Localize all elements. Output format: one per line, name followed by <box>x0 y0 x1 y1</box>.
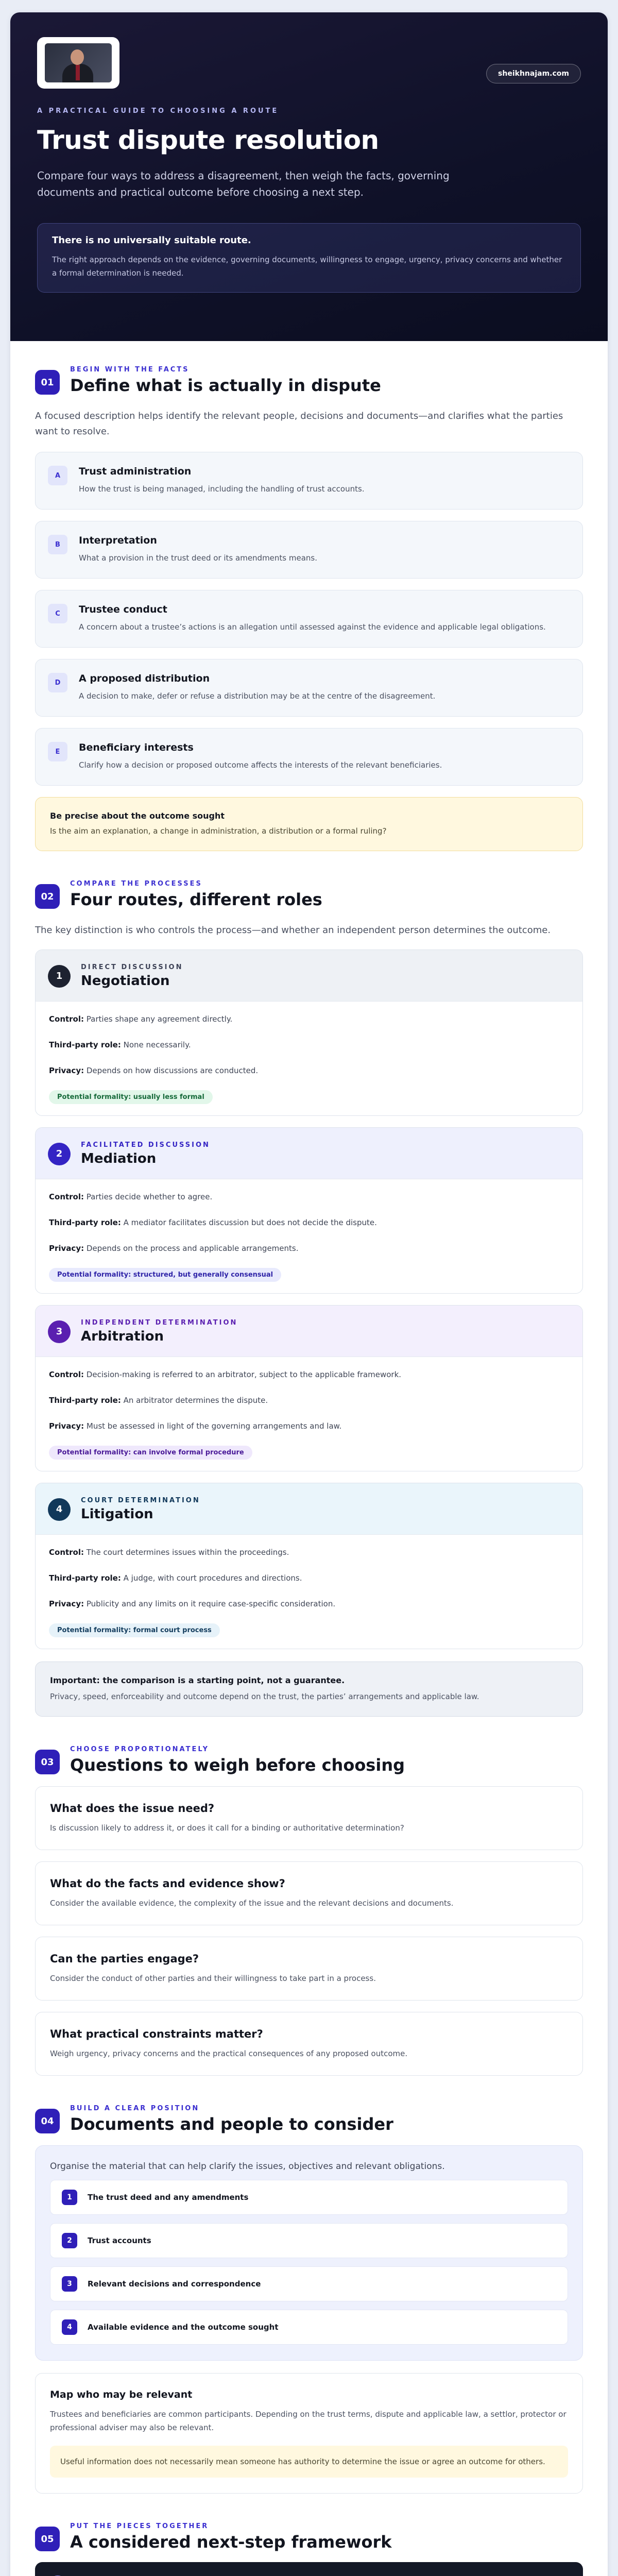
document-label: The trust deed and any amendments <box>88 2193 249 2202</box>
item-desc: A concern about a trustee’s actions is an allegation until assessed against the evidence and applicable legal obligations. <box>79 622 546 632</box>
document-item <box>50 2266 568 2301</box>
author-logo <box>37 37 119 89</box>
hero-callout-body: The right approach depends on the evidence, governing documents, willingness to engage, urgency, privacy concerns and whether a formal determination is needed. <box>52 255 562 278</box>
route-third-party: Third-party role: A mediator facilitates discussion but does not decide the dispute. <box>49 1218 377 1227</box>
dispute-type-item <box>35 452 583 510</box>
section-title: Questions to weigh before choosing <box>70 1755 405 1775</box>
dispute-type-item <box>35 659 583 717</box>
document-item <box>50 2223 568 2258</box>
section-routes <box>10 855 608 1721</box>
question-desc: Consider the conduct of other parties and their willingness to take part in a process. <box>50 1974 376 1983</box>
route-control: Control: Decision-making is referred to an arbitrator, subject to the applicable framework. <box>49 1370 402 1379</box>
item-title: Trust administration <box>79 466 192 477</box>
map-desc: Trustees and beneficiaries are common participants. Depending on the trust terms, dispute and applicable law, a settlor, protector or professional adviser may also be relevant. <box>50 2410 566 2432</box>
section-eyebrow: BUILD A CLEAR POSITION <box>70 2105 200 2112</box>
question-title: What does the issue need? <box>50 1802 215 1815</box>
note-title: Important: the comparison is a starting point, not a guarantee. <box>50 1675 345 1685</box>
map-note: Useful information does not necessarily mean someone has authority to determine the issue or agree an outcome for others. <box>50 2446 568 2478</box>
dispute-type-item <box>35 590 583 648</box>
route-number-badge: 3 <box>48 1320 71 1343</box>
route-header <box>36 1128 582 1179</box>
section-number: 02 <box>35 884 60 909</box>
item-letter-badge: B <box>48 535 67 554</box>
route-privacy: Privacy: Must be assessed in light of the governing arrangements and law. <box>49 1421 342 1431</box>
section-title: Four routes, different roles <box>70 890 322 909</box>
question-title: What do the facts and evidence show? <box>50 1877 285 1890</box>
route-number-badge: 2 <box>48 1143 71 1165</box>
route-privacy: Privacy: Depends on the process and applicable arrangements. <box>49 1244 299 1253</box>
item-desc: Clarify how a decision or proposed outcome affects the interests of the relevant beneficiaries. <box>79 760 442 770</box>
map-title: Map who may be relevant <box>50 2389 193 2400</box>
route-card-mediation <box>35 1127 583 1294</box>
guide-page <box>10 12 608 2576</box>
question-desc: Consider the available evidence, the complexity of the issue and the relevant decisions and documents. <box>50 1899 454 1908</box>
route-third-party: Third-party role: None necessarily. <box>49 1040 191 1049</box>
people-map-card <box>35 2373 583 2494</box>
dispute-type-list <box>35 452 583 786</box>
document-item <box>50 2180 568 2215</box>
hero-lead: Compare four ways to address a disagreement, then weigh the facts, governing documents and practical outcome before choosing a next step. <box>37 170 450 198</box>
item-letter-badge: D <box>48 673 67 692</box>
route-control: Control: Parties shape any agreement directly. <box>49 1014 233 1024</box>
note-title: Be precise about the outcome sought <box>50 811 225 821</box>
document-item <box>50 2310 568 2345</box>
route-card-negotiation <box>35 950 583 1116</box>
section-number: 01 <box>35 370 60 395</box>
document-number-badge: 2 <box>62 2233 77 2248</box>
comparison-note <box>35 1662 583 1717</box>
item-title: A proposed distribution <box>79 673 210 684</box>
section-eyebrow: COMPARE THE PROCESSES <box>70 880 202 888</box>
page-title: Trust dispute resolution <box>37 125 379 155</box>
document-label: Relevant decisions and correspondence <box>88 2279 261 2289</box>
route-third-party: Third-party role: A judge, with court procedures and directions. <box>49 1573 302 1583</box>
section-framework <box>10 2498 608 2576</box>
framework-step <box>35 2562 583 2576</box>
section-number: 03 <box>35 1750 60 1774</box>
route-list <box>35 950 583 1649</box>
route-number-badge: 4 <box>48 1498 71 1521</box>
formality-badge: Potential formality: formal court process <box>49 1623 220 1637</box>
formality-badge: Potential formality: usually less formal <box>49 1090 213 1104</box>
outcome-note <box>35 797 583 851</box>
document-number-badge: 3 <box>62 2276 77 2292</box>
section-title: Documents and people to consider <box>70 2114 393 2134</box>
section-title: Define what is actually in dispute <box>70 376 381 395</box>
route-number-badge: 1 <box>48 965 71 988</box>
route-eyebrow: DIRECT DISCUSSION <box>81 963 183 971</box>
item-title: Interpretation <box>79 535 157 546</box>
section-questions <box>10 1721 608 2080</box>
route-eyebrow: COURT DETERMINATION <box>81 1497 200 1504</box>
author-portrait <box>45 43 112 82</box>
route-eyebrow: FACILITATED DISCUSSION <box>81 1141 210 1149</box>
section-define-dispute <box>10 341 608 855</box>
documents-panel <box>35 2145 583 2361</box>
item-desc: A decision to make, defer or refuse a distribution may be at the centre of the disagreement. <box>79 691 436 701</box>
route-control: Control: The court determines issues within the proceedings. <box>49 1548 289 1557</box>
question-desc: Weigh urgency, privacy concerns and the practical consequences of any proposed outcome. <box>50 2049 408 2058</box>
route-title: Litigation <box>81 1506 153 1522</box>
section-eyebrow: CHOOSE PROPORTIONATELY <box>70 1745 209 1753</box>
section-intro: The key distinction is who controls the process—and whether an independent person determines the outcome. <box>35 925 551 936</box>
route-card-arbitration <box>35 1305 583 1471</box>
question-card <box>35 1786 583 1850</box>
hero-callout <box>37 223 581 293</box>
route-card-litigation <box>35 1483 583 1649</box>
question-card <box>35 1861 583 1925</box>
section-eyebrow: PUT THE PIECES TOGETHER <box>70 2522 209 2530</box>
section-number: 05 <box>35 2527 60 2551</box>
section-title: A considered next-step framework <box>70 2532 392 2552</box>
route-privacy: Privacy: Publicity and any limits on it require case-specific consideration. <box>49 1599 336 1608</box>
item-letter-badge: C <box>48 604 67 623</box>
section-documents <box>10 2080 608 2498</box>
hero-eyebrow: A PRACTICAL GUIDE TO CHOOSING A ROUTE <box>37 107 279 115</box>
question-card <box>35 1937 583 2001</box>
route-title: Negotiation <box>81 973 170 989</box>
question-desc: Is discussion likely to address it, or does it call for a binding or authoritative determination? <box>50 1823 404 1833</box>
document-number-badge: 4 <box>62 2319 77 2335</box>
formality-badge: Potential formality: can involve formal procedure <box>49 1446 252 1460</box>
site-link[interactable]: sheikhnajam.com <box>486 64 581 83</box>
item-desc: How the trust is being managed, including the handling of trust accounts. <box>79 484 365 494</box>
item-letter-badge: A <box>48 466 67 485</box>
question-title: Can the parties engage? <box>50 1953 199 1965</box>
hero <box>10 12 608 341</box>
question-title: What practical constraints matter? <box>50 2028 263 2040</box>
formality-badge: Potential formality: structured, but generally consensual <box>49 1268 281 1282</box>
dispute-type-item <box>35 521 583 579</box>
route-control: Control: Parties decide whether to agree. <box>49 1192 213 1201</box>
route-header <box>36 950 582 1001</box>
route-eyebrow: INDEPENDENT DETERMINATION <box>81 1319 238 1327</box>
document-label: Available evidence and the outcome sought <box>88 2323 279 2332</box>
route-header <box>36 1483 582 1534</box>
dispute-type-item <box>35 728 583 786</box>
section-intro: A focused description helps identify the relevant people, decisions and documents—and clarifies what the parties want to resolve. <box>35 411 563 437</box>
note-body: Privacy, speed, enforceability and outcome depend on the trust, the parties’ arrangements and applicable law. <box>50 1692 479 1701</box>
route-title: Arbitration <box>81 1329 164 1344</box>
note-body: Is the aim an explanation, a change in administration, a distribution or a formal ruling? <box>50 826 387 836</box>
route-header <box>36 1306 582 1357</box>
documents-intro: Organise the material that can help clarify the issues, objectives and relevant obligations. <box>50 2161 445 2172</box>
item-desc: What a provision in the trust deed or its amendments means. <box>79 553 318 563</box>
item-title: Beneficiary interests <box>79 742 194 753</box>
hero-callout-title: There is no universally suitable route. <box>52 235 251 246</box>
item-title: Trustee conduct <box>79 604 167 615</box>
section-eyebrow: BEGIN WITH THE FACTS <box>70 366 190 374</box>
question-card <box>35 2012 583 2076</box>
item-letter-badge: E <box>48 742 67 761</box>
document-label: Trust accounts <box>88 2236 151 2245</box>
route-third-party: Third-party role: An arbitrator determines the dispute. <box>49 1396 268 1405</box>
section-number: 04 <box>35 2109 60 2133</box>
route-privacy: Privacy: Depends on how discussions are conducted. <box>49 1066 259 1075</box>
document-number-badge: 1 <box>62 2190 77 2205</box>
route-title: Mediation <box>81 1151 157 1166</box>
